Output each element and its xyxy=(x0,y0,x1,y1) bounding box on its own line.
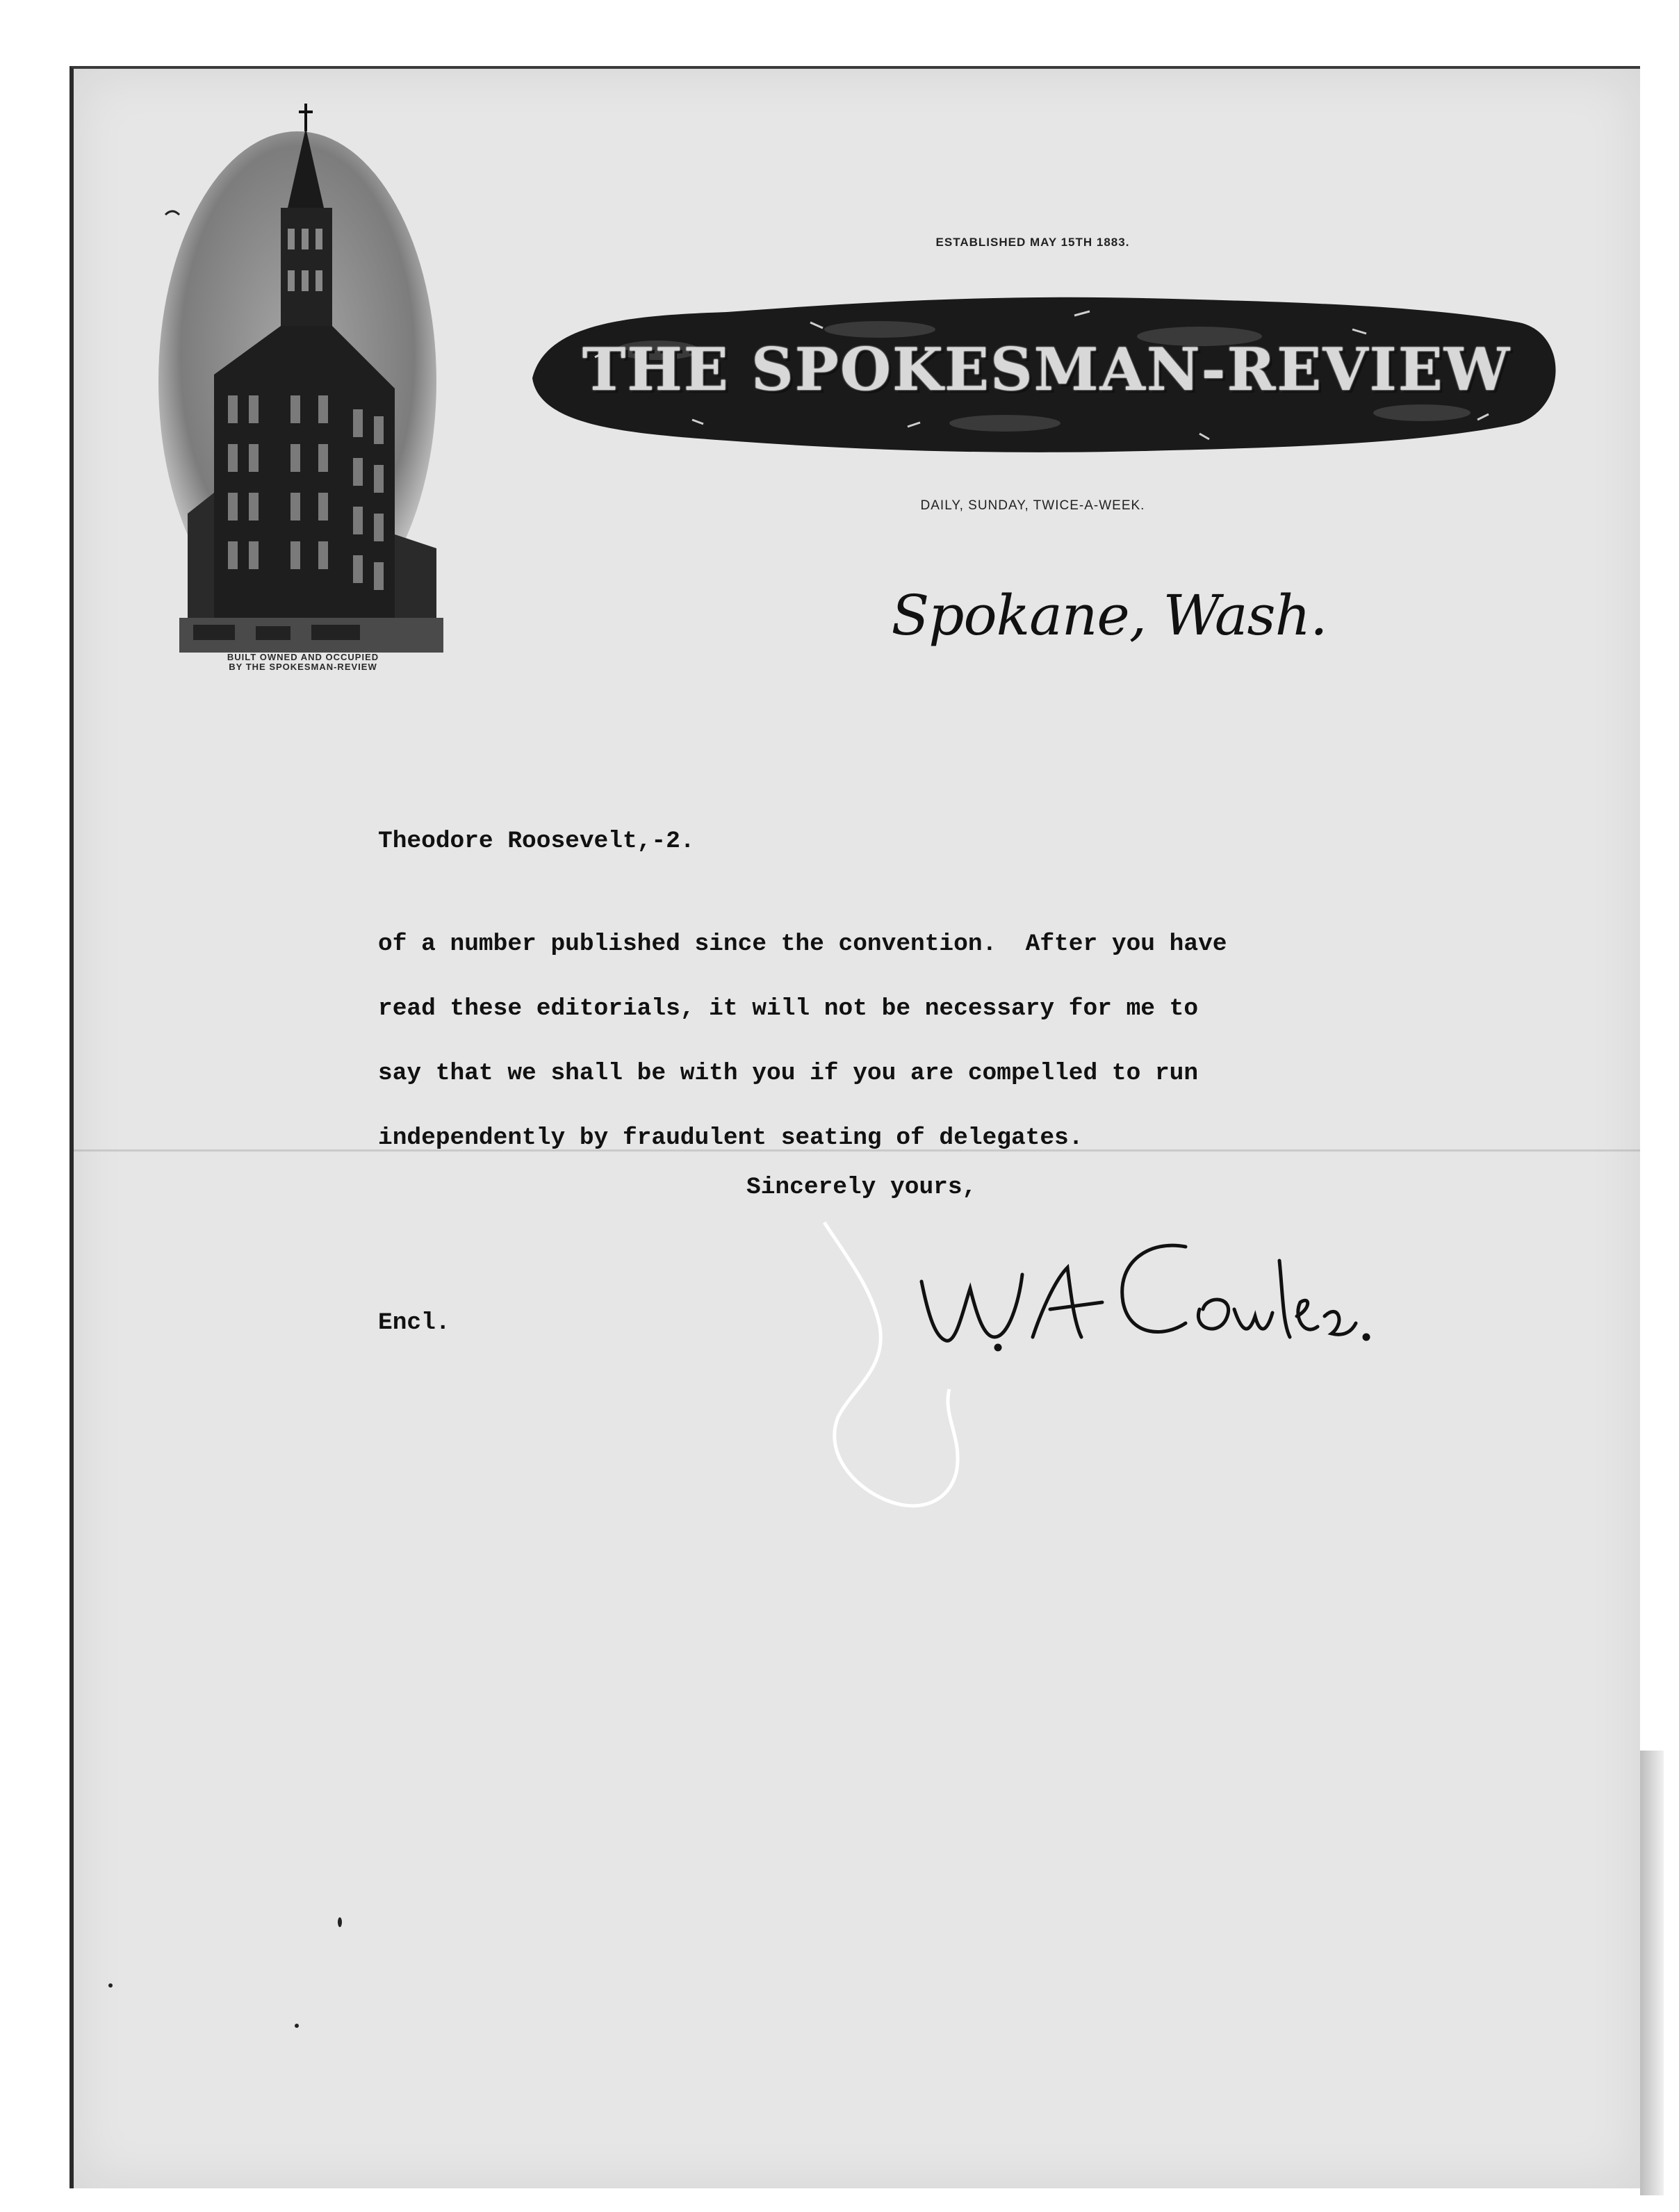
ink-speck xyxy=(295,2024,299,2028)
building-caption-line2: BY THE SPOKESMAN-REVIEW xyxy=(229,662,377,672)
masthead xyxy=(518,274,1575,468)
page-edge-shadow xyxy=(1640,1751,1664,2195)
newspaper-name: THE SPOKESMAN-REVIEW xyxy=(582,335,1512,404)
ink-speck xyxy=(338,1917,342,1927)
building-caption xyxy=(192,653,414,672)
body-line-4: independently by fraudulent seating of delegates. xyxy=(378,1124,1083,1152)
recipient-line: Theodore Roosevelt,-2. xyxy=(378,828,695,855)
enclosure-note: Encl. xyxy=(378,1309,450,1336)
signature xyxy=(894,1198,1380,1379)
ink-speck xyxy=(108,1983,113,1988)
building-engraving xyxy=(151,90,443,701)
publication-schedule: DAILY, SUNDAY, TWICE-A-WEEK. xyxy=(920,498,1145,513)
body-line-3: say that we shall be with you if you are compelled to run xyxy=(378,1060,1199,1087)
building-caption-line1: BUILT OWNED AND OCCUPIED xyxy=(227,652,379,662)
body-line-1: of a number published since the convention. After you have xyxy=(378,931,1227,958)
letter-page xyxy=(69,66,1640,2188)
closing: Sincerely yours, xyxy=(746,1174,977,1201)
fold-line xyxy=(74,1149,1640,1152)
city-line: Spokane, Wash. xyxy=(891,583,1327,648)
established-date: ESTABLISHED MAY 15TH 1883. xyxy=(935,236,1130,249)
body-line-2: read these editorials, it will not be necessary for me to xyxy=(378,995,1199,1022)
